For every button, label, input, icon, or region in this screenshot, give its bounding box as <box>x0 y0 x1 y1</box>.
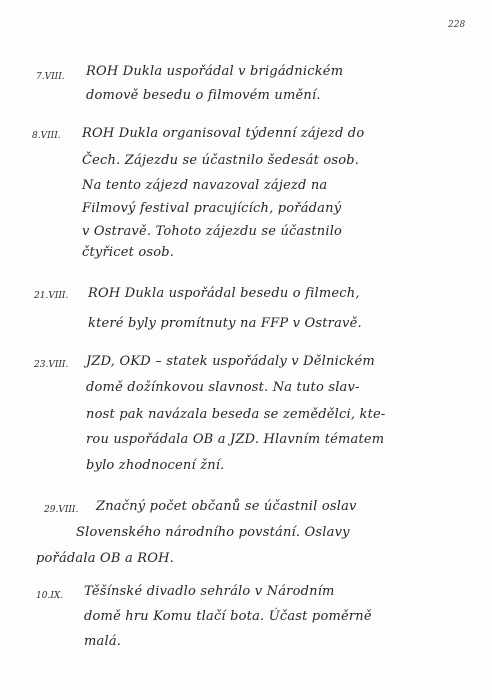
entry-line: domově besedu o filmovém umění. <box>86 88 321 103</box>
entry-line: čtyřicet osob. <box>82 245 175 260</box>
entry-line: které byly promítnuty na FFP v Ostravě. <box>88 316 362 331</box>
entry-line: Čech. Zájezdu se účastnilo šedesát osob. <box>82 153 360 168</box>
entry-date: 8.VIII. <box>32 131 61 141</box>
entry-date: 29.VIII. <box>44 505 79 515</box>
entry-date: 10.IX. <box>36 591 64 601</box>
entry-line: malá. <box>84 634 122 649</box>
entry-line: Těšínské divadlo sehrálo v Národním <box>84 584 335 599</box>
entry-line: pořádala OB a ROH. <box>36 551 174 566</box>
entry-line: Na tento zájezd navazoval zájezd na <box>82 178 328 193</box>
entry-line: ROH Dukla organisoval týdenní zájezd do <box>82 126 365 141</box>
page-number: 228 <box>448 20 466 30</box>
entry-date: 23.VIII. <box>34 360 69 370</box>
entry-line: v Ostravě. Tohoto zájezdu se účastnilo <box>82 224 343 239</box>
entry-line: rou uspořádala OB a JZD. Hlavním tématem <box>86 432 385 447</box>
entry-line: Filmový festival pracujících, pořádaný <box>82 201 342 216</box>
entry-line: domě dožínkovou slavnost. Na tuto slav- <box>86 380 360 395</box>
entry-line: ROH Dukla uspořádal besedu o filmech, <box>88 286 360 301</box>
entry-date: 21.VIII. <box>34 291 69 301</box>
entry-line: domě hru Komu tlačí bota. Účast poměrně <box>84 609 372 624</box>
entry-line: Značný počet občanů se účastnil oslav <box>96 499 357 514</box>
entry-line: JZD, OKD – statek uspořádaly v Dělnickém <box>86 354 375 369</box>
entry-date: 7.VIII. <box>36 72 65 82</box>
entry-line: bylo zhodnocení žní. <box>86 458 225 473</box>
entry-line: ROH Dukla uspořádal v brigádnickém <box>86 64 344 79</box>
entry-line: nost pak navázala beseda se zemědělci, kte- <box>86 407 386 422</box>
entry-line: Slovenského národního povstání. Oslavy <box>76 525 350 540</box>
